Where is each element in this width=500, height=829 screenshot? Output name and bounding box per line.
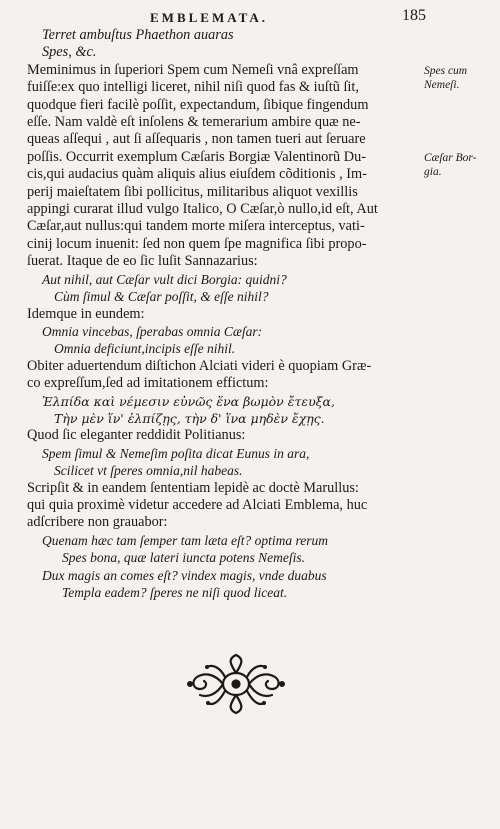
text-line: Obiter aduertendum diſtichon Alciati videri è quopiam Græ- <box>27 357 372 374</box>
margin-note-line: gia. <box>424 166 442 178</box>
text-line: queas aſſequi , aut ſi aſſequaris , non tamen tueri aut ſeruare <box>27 131 366 148</box>
margin-note-line: Spes cum <box>424 65 468 77</box>
text-line: qui quia proximè videtur accedere ad Alciati Emblema, huc <box>27 496 368 513</box>
text-line: ſuerat. Itaque de eo ſic luſit Sannazarius: <box>27 253 258 270</box>
verse-line: Cùm ſimul & Cæſar poſſit, & eſſe nihil? <box>54 289 269 305</box>
running-title: EMBLEMATA. <box>150 10 268 25</box>
verse-line: Scilicet vt ſperes omnia,nil habeas. <box>54 463 243 479</box>
verse-line: Spem ſimul & Nemeſim poſita dicat Eunus in ara, <box>42 445 310 461</box>
text-line: Idemque in eundem: <box>27 305 145 322</box>
text-line: appingi curarat illud vulgo Italico, O Cæſar,ò nullo,id eſt, Aut <box>27 201 378 218</box>
text-line: cis,qui audacius quàm aliquis alius eiuſdem cõditionis , Im- <box>27 166 367 183</box>
text-line: cinij locum inuenit: ſed non quem ſpe magnifica ſibi propo- <box>27 235 367 252</box>
verse-line: Omnia vincebas, ſperabas omnia Cæſar: <box>42 323 263 339</box>
text-line: Quod ſic eleganter reddidit Politianus: <box>27 427 246 444</box>
text-line: perij maieſtatem ſibi pollicitus, militaribus aliquot vexillis <box>27 183 358 200</box>
verse-line: Spes bona, quæ lateri iuncta potens Nemeſis. <box>62 550 305 566</box>
verse-line: Omnia deficiunt,incipis eſſe nihil. <box>54 341 236 357</box>
greek-verse-line: Ἐλπίδα καὶ νέμεσιν εὐνῶς ἕνα βωμὸν ἔτευξα, <box>42 393 335 409</box>
text-line: poſſis. Occurrit exemplum Cæſaris Borgiæ Valentinorũ Du- <box>27 148 366 165</box>
margin-note-line: Nemeſi. <box>424 79 460 91</box>
verse-line: Spes, &c. <box>42 44 97 61</box>
verse-line: Dux magis an comes eſt? vindex magis, vnde duabus <box>42 567 327 583</box>
verse-line: Aut nihil, aut Cæſar vult dici Borgia: quidni? <box>42 271 287 287</box>
verse-line: Terret ambuſtus Phaethon auaras <box>42 27 234 43</box>
text-line: Scripſit & in eandem ſententiam lepidè ac doctè Marullus: <box>27 479 359 496</box>
greek-verse-line: Τὴν μὲν ἵν' ἐλπίζῃς, τὴν δ' ἵνα μηδὲν ἔχῃς. <box>54 410 325 426</box>
margin-note-line: Cæſar Bor- <box>424 152 477 164</box>
page-header <box>0 6 500 28</box>
verse-line: Quenam hæc tam ſemper tam læta eſt? optima rerum <box>42 532 328 548</box>
text-line: quodque fieri facilè poſſit, expectandum, ſibique fingendum <box>27 96 369 113</box>
body-text <box>27 27 425 601</box>
margin-note-borgia <box>424 151 498 179</box>
margin-note-spes <box>424 64 498 92</box>
text-line: Cæſar,aut nullus:qui tandem morte miſera interceptus, vati- <box>27 218 365 235</box>
text-line: co expreſſum,ſed ad imitationem effictum: <box>27 375 269 392</box>
text-line: eſſe. Nam valdè eſt inſolens & temerarium ambire quæ ne- <box>27 114 361 131</box>
text-line: Meminimus in ſuperiori Spem cum Nemeſi vnâ expreſſam <box>27 61 359 78</box>
verse-line: Templa eadem? ſperes ne niſi quod liceat. <box>62 585 288 600</box>
page-number: 185 <box>402 7 426 24</box>
text-line: fuiſſe:ex quo intelligi liceret, nihil niſi quod fas & iuſtũ ſit, <box>27 79 359 96</box>
floral-ornament-icon <box>187 652 285 716</box>
text-line: adſcribere non grauabor: <box>27 514 168 531</box>
